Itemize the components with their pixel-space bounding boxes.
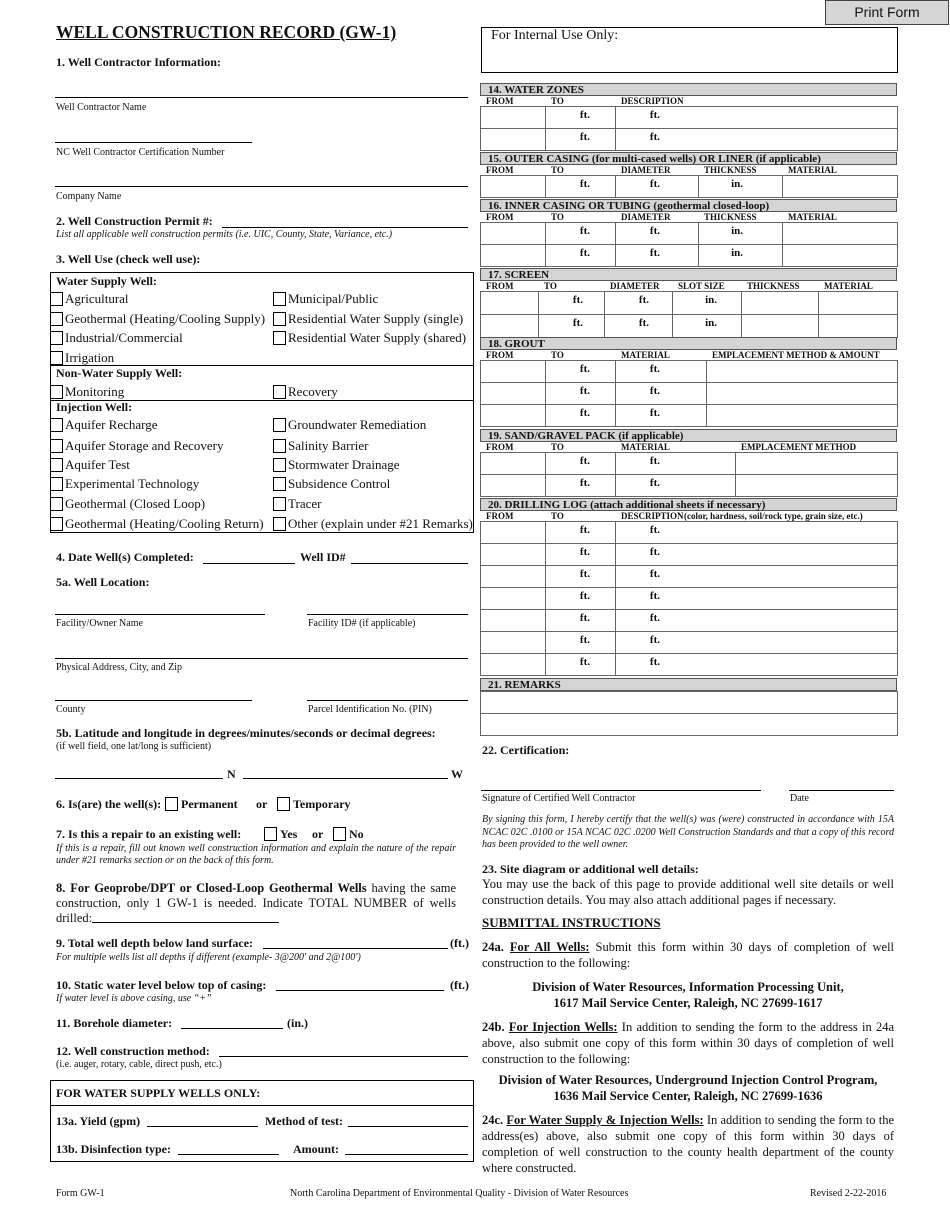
total-depth-label: 9. Total well depth below land surface:	[56, 936, 254, 950]
grout-col-0: FROM	[486, 350, 514, 360]
submittal-24a: 24a. For All Wells: Submit this form within 30 days of completion of well construction to the following:	[482, 940, 895, 970]
outer-casing-cell[interactable]	[615, 175, 699, 198]
aquifer-recharge-label: Aquifer Recharge	[65, 417, 158, 432]
drilling-log-cell[interactable]	[545, 565, 616, 588]
outer-casing-col-4: MATERIAL	[788, 165, 837, 175]
outer-casing-col-1: TO	[551, 165, 564, 175]
borehole-label: 11. Borehole diameter:	[56, 1016, 173, 1030]
water-zones-cell[interactable]	[545, 106, 616, 129]
static-level-note: If water level is above casing, use “+”	[56, 993, 212, 1004]
total-depth-field[interactable]	[263, 948, 448, 949]
screen-cell[interactable]	[604, 291, 673, 315]
screen-cell[interactable]	[672, 314, 742, 338]
inner-casing-cell[interactable]	[782, 222, 898, 245]
drilling-log-cell[interactable]	[480, 653, 546, 676]
geothermal-closed-loop-label: Geothermal (Closed Loop)	[65, 496, 206, 511]
grout-cell[interactable]	[480, 404, 546, 427]
sand-gravel-unit: ft.	[579, 455, 590, 467]
inner-casing-col-1: TO	[551, 212, 564, 222]
sand-gravel-cell[interactable]	[545, 474, 616, 497]
internal-use-box[interactable]	[481, 27, 898, 73]
tracer-label: Tracer	[288, 496, 322, 511]
agricultural-checkbox[interactable]	[50, 292, 63, 306]
inner-casing-unit: in.	[731, 225, 743, 237]
water-zones-col-2: DESCRIPTION	[621, 96, 684, 106]
water-supply-only-title: FOR WATER SUPPLY WELLS ONLY:	[56, 1086, 261, 1100]
grout-cell[interactable]	[706, 382, 898, 405]
outer-casing-unit: ft.	[579, 178, 590, 190]
screen-col-5: MATERIAL	[824, 281, 873, 291]
water-zones-cell[interactable]	[545, 128, 616, 151]
signature-field[interactable]	[481, 790, 761, 791]
outer-casing-cell[interactable]	[698, 175, 783, 198]
sand-gravel-col-3: EMPLACEMENT METHOD	[741, 442, 857, 452]
date-completed-label: 4. Date Well(s) Completed:	[56, 550, 194, 564]
repair-label: 7. Is this a repair to an existing well:	[56, 827, 242, 841]
screen-unit: in.	[705, 317, 717, 329]
sand-gravel-header: 19. SAND/GRAVEL PACK (if applicable)	[480, 429, 897, 442]
municipal-public-label: Municipal/Public	[288, 291, 379, 306]
drilling-log-unit: ft.	[649, 524, 660, 536]
other-explain-under-21-remarks-label: Other (explain under #21 Remarks)	[288, 516, 473, 531]
lat-long-heading: 5b. Latitude and longitude in degrees/minutes/seconds or decimal degrees:	[56, 726, 436, 740]
date-label: Date	[790, 793, 809, 804]
outer-casing-cell[interactable]	[545, 175, 616, 198]
outer-casing-cell[interactable]	[480, 175, 546, 198]
grout-cell[interactable]	[545, 360, 616, 383]
facility-name-label: Facility/Owner Name	[56, 618, 143, 629]
water-zones-header: 14. WATER ZONES	[480, 83, 897, 96]
sand-gravel-unit: ft.	[649, 455, 660, 467]
print-form-button[interactable]: Print Form	[825, 0, 949, 25]
facility-name-field[interactable]	[55, 614, 265, 615]
disinfection-label: 13b. Disinfection type:	[56, 1142, 171, 1156]
footer-revised: Revised 2-22-2016	[810, 1188, 887, 1199]
company-name-field[interactable]	[55, 186, 468, 187]
outer-casing-unit: in.	[731, 178, 743, 190]
salinity-barrier-label: Salinity Barrier	[288, 438, 369, 453]
outer-casing-col-3: THICKNESS	[704, 165, 757, 175]
sand-gravel-unit: ft.	[579, 477, 590, 489]
remarks-header: 21. REMARKS	[480, 678, 897, 691]
drilling-log-cell[interactable]	[615, 631, 898, 654]
screen-col-4: THICKNESS	[747, 281, 800, 291]
experimental-technology-label: Experimental Technology	[65, 476, 200, 491]
grout-cell[interactable]	[480, 382, 546, 405]
drilling-log-cell[interactable]	[480, 587, 546, 610]
geothermal-heating-cooling-return-label: Geothermal (Heating/Cooling Return)	[65, 516, 264, 531]
tracer-checkbox[interactable]	[273, 497, 286, 511]
remarks-line-1[interactable]	[480, 691, 898, 714]
well-location-heading: 5a. Well Location:	[56, 575, 150, 589]
temporary-label: Temporary	[293, 797, 351, 811]
facility-id-field[interactable]	[307, 614, 468, 615]
yield-field[interactable]	[147, 1126, 258, 1127]
repair-no-checkbox[interactable]	[333, 827, 346, 841]
screen-unit: ft.	[572, 317, 583, 329]
total-depth-unit: (ft.)	[450, 936, 469, 950]
well-id-label: Well ID#	[300, 550, 346, 564]
grout-unit: ft.	[579, 363, 590, 375]
static-level-label: 10. Static water level below top of casing:	[56, 978, 267, 992]
remarks-line-2[interactable]	[480, 713, 898, 736]
screen-cell[interactable]	[818, 291, 898, 315]
total-wells-field[interactable]	[92, 922, 279, 923]
injection-title: Injection Well:	[56, 400, 133, 414]
cert-number-field[interactable]	[55, 142, 252, 143]
sand-gravel-unit: ft.	[649, 477, 660, 489]
drilling-log-unit: ft.	[579, 634, 590, 646]
inner-casing-unit: ft.	[649, 225, 660, 237]
borehole-field[interactable]	[181, 1028, 283, 1029]
grout-cell[interactable]	[615, 382, 707, 405]
outer-casing-cell[interactable]	[782, 175, 898, 198]
water-zones-cell[interactable]	[480, 106, 546, 129]
inner-casing-cell[interactable]	[545, 222, 616, 245]
drilling-log-unit: ft.	[579, 656, 590, 668]
drilling-log-cell[interactable]	[615, 521, 898, 544]
screen-unit: ft.	[638, 294, 649, 306]
county-field[interactable]	[55, 700, 252, 701]
industrial-commercial-label: Industrial/Commercial	[65, 330, 183, 345]
inner-casing-col-0: FROM	[486, 212, 514, 222]
pin-label: Parcel Identification No. (PIN)	[308, 704, 432, 715]
grout-unit: ft.	[649, 407, 660, 419]
screen-header: 17. SCREEN	[480, 268, 897, 281]
signature-label: Signature of Certified Well Contractor	[482, 793, 636, 804]
date-field[interactable]	[789, 790, 894, 791]
repair-or-label: or	[312, 827, 324, 841]
certification-text: By signing this form, I hereby certify that the well(s) was (were) constructed in accordance with 15A NCAC 02C .0100 or 15A NCAC 02C .0200 Well Construction Standards and that a copy of this record has been provided to the well owner.	[482, 814, 894, 850]
sand-gravel-col-0: FROM	[486, 442, 514, 452]
drilling-log-col-2: DESCRIPTION	[621, 511, 684, 521]
screen-cell[interactable]	[604, 314, 673, 338]
method-note: (i.e. auger, rotary, cable, direct push, etc.)	[56, 1059, 222, 1070]
drilling-log-unit: ft.	[649, 590, 660, 602]
experimental-technology-checkbox[interactable]	[50, 477, 63, 491]
inner-casing-cell[interactable]	[698, 222, 783, 245]
drilling-log-unit: ft.	[649, 634, 660, 646]
water-zones-unit: ft.	[649, 131, 660, 143]
outer-casing-col-0: FROM	[486, 165, 514, 175]
permanent-label: Permanent	[181, 797, 238, 811]
sand-gravel-col-2: MATERIAL	[621, 442, 670, 452]
stormwater-drainage-checkbox[interactable]	[273, 458, 286, 472]
outer-casing-header: 15. OUTER CASING (for multi-cased wells) OR LINER (if applicable)	[480, 152, 897, 165]
sand-gravel-cell[interactable]	[735, 452, 898, 475]
well-use-heading: 3. Well Use (check well use):	[56, 252, 201, 266]
drilling-log-unit: ft.	[649, 612, 660, 624]
repair-note: If this is a repair, fill out known well construction information and explain the nature of the repair under #21 remarks section or on the back of this form.	[56, 843, 456, 866]
drilling-log-cell[interactable]	[545, 609, 616, 632]
screen-col-1: TO	[544, 281, 557, 291]
inner-casing-cell[interactable]	[545, 244, 616, 267]
water-zones-cell[interactable]	[615, 106, 898, 129]
water-zones-unit: ft.	[579, 131, 590, 143]
county-label: County	[56, 704, 86, 715]
industrial-commercial-checkbox[interactable]	[50, 331, 63, 345]
grout-cell[interactable]	[545, 404, 616, 427]
sand-gravel-cell[interactable]	[480, 452, 546, 475]
grout-unit: ft.	[579, 385, 590, 397]
screen-cell[interactable]	[741, 291, 819, 315]
water-supply-title: Water Supply Well:	[56, 274, 157, 288]
drilling-log-cell[interactable]	[545, 653, 616, 676]
section-1-heading: 1. Well Contractor Information:	[56, 55, 221, 69]
screen-col-3: SLOT SIZE	[678, 281, 725, 291]
grout-col-2: MATERIAL	[621, 350, 670, 360]
drilling-log-cell[interactable]	[545, 543, 616, 566]
cert-number-label: NC Well Contractor Certification Number	[56, 147, 225, 158]
aquifer-test-checkbox[interactable]	[50, 458, 63, 472]
sand-gravel-cell[interactable]	[615, 452, 736, 475]
permit-note: List all applicable well construction permits (i.e. UIC, County, State, Variance, etc.)	[56, 229, 393, 240]
sand-gravel-col-1: TO	[551, 442, 564, 452]
subsidence-control-label: Subsidence Control	[288, 476, 391, 491]
screen-cell[interactable]	[672, 291, 742, 315]
water-zones-col-0: FROM	[486, 96, 514, 106]
footer-form: Form GW-1	[56, 1188, 105, 1199]
grout-cell[interactable]	[480, 360, 546, 383]
drilling-log-unit: ft.	[579, 590, 590, 602]
screen-unit: ft.	[638, 317, 649, 329]
irrigation-label: Irrigation	[65, 350, 115, 365]
subsidence-control-checkbox[interactable]	[273, 477, 286, 491]
water-zones-cell[interactable]	[615, 128, 898, 151]
drilling-log-unit: ft.	[579, 524, 590, 536]
aquifer-recharge-checkbox[interactable]	[50, 418, 63, 432]
drilling-log-cell[interactable]	[615, 587, 898, 610]
drilling-log-cell[interactable]	[480, 609, 546, 632]
geothermal-closed-loop-checkbox[interactable]	[50, 497, 63, 511]
method-field[interactable]	[219, 1056, 468, 1057]
permit-field[interactable]	[222, 227, 468, 228]
sand-gravel-cell[interactable]	[615, 474, 736, 497]
agricultural-label: Agricultural	[65, 291, 129, 306]
recovery-checkbox[interactable]	[273, 385, 286, 399]
drilling-log-unit: ft.	[579, 612, 590, 624]
site-diagram-text: You may use the back of this page to provide additional well site details or well construction details. You may also attach additional pages if necessary.	[482, 877, 894, 907]
inner-casing-cell[interactable]	[615, 222, 699, 245]
screen-col-0: FROM	[486, 281, 514, 291]
residential-water-supply-shared-label: Residential Water Supply (shared)	[288, 330, 467, 345]
grout-cell[interactable]	[615, 404, 707, 427]
company-name-label: Company Name	[56, 191, 122, 202]
water-zones-col-1: TO	[551, 96, 564, 106]
drilling-log-unit: ft.	[579, 546, 590, 558]
drilling-log-unit: ft.	[579, 568, 590, 580]
address-24a: Division of Water Resources, Information Processing Unit, 1617 Mail Service Center, Raleigh, NC 27699-1617	[532, 980, 844, 1010]
drilling-log-unit: ft.	[649, 568, 660, 580]
drilling-log-cell[interactable]	[615, 609, 898, 632]
drilling-log-desc-note: (color, hardness, soil/rock type, grain size, etc.)	[684, 511, 863, 521]
screen-cell[interactable]	[741, 314, 819, 338]
temporary-checkbox[interactable]	[277, 797, 290, 811]
grout-header: 18. GROUT	[480, 337, 897, 350]
geothermal-heating-cooling-supply-label: Geothermal (Heating/Cooling Supply)	[65, 311, 266, 326]
inner-casing-col-2: DIAMETER	[621, 212, 671, 222]
geoprobe-text: 8. For Geoprobe/DPT or Closed-Loop Geothermal Wells having the same construction, only 1 GW-1 is needed. Indicate TOTAL NUMBER of wells drilled:	[56, 881, 457, 925]
footer-agency: North Carolina Department of Environmental Quality - Division of Water Resources	[290, 1188, 629, 1199]
inner-casing-unit: in.	[731, 247, 743, 259]
west-label: W	[451, 767, 463, 781]
sand-gravel-cell[interactable]	[735, 474, 898, 497]
water-zones-unit: ft.	[579, 109, 590, 121]
inner-casing-col-3: THICKNESS	[704, 212, 757, 222]
recovery-label: Recovery	[288, 384, 338, 399]
permit-label: 2. Well Construction Permit #:	[56, 214, 213, 228]
outer-casing-col-2: DIAMETER	[621, 165, 671, 175]
drilling-log-cell[interactable]	[615, 543, 898, 566]
repair-no-label: No	[349, 827, 364, 841]
grout-cell[interactable]	[706, 404, 898, 427]
north-label: N	[227, 767, 236, 781]
contractor-name-field[interactable]	[55, 97, 468, 98]
grout-unit: ft.	[579, 407, 590, 419]
monitoring-checkbox[interactable]	[50, 385, 63, 399]
screen-cell[interactable]	[818, 314, 898, 338]
drilling-log-unit: ft.	[649, 546, 660, 558]
submittal-heading: SUBMITTAL INSTRUCTIONS	[482, 915, 661, 930]
yield-label: 13a. Yield (gpm)	[56, 1114, 141, 1128]
lat-long-note: (if well field, one lat/long is sufficient)	[56, 741, 212, 752]
form-title: WELL CONSTRUCTION RECORD (GW-1)	[56, 22, 397, 42]
certification-heading: 22. Certification:	[482, 743, 570, 757]
pin-field[interactable]	[307, 700, 468, 701]
grout-cell[interactable]	[706, 360, 898, 383]
inner-casing-cell[interactable]	[480, 222, 546, 245]
static-level-field[interactable]	[276, 990, 444, 991]
borehole-unit: (in.)	[287, 1016, 308, 1030]
drilling-log-cell[interactable]	[480, 631, 546, 654]
drilling-log-cell[interactable]	[480, 543, 546, 566]
inner-casing-col-4: MATERIAL	[788, 212, 837, 222]
submittal-24c: 24c. For Water Supply & Injection Wells: In addition to sending the form to the address(es) above, also submit one copy of this form within 30 days of completion of well construction to the county health department of the county where constructed.	[482, 1113, 894, 1175]
inner-casing-cell[interactable]	[480, 244, 546, 267]
latitude-field[interactable]	[55, 778, 223, 779]
drilling-log-cell[interactable]	[545, 631, 616, 654]
municipal-public-checkbox[interactable]	[273, 292, 286, 306]
stormwater-drainage-label: Stormwater Drainage	[288, 457, 400, 472]
inner-casing-unit: ft.	[649, 247, 660, 259]
or-label: or	[256, 797, 268, 811]
geoprobe-body: having the same construction, only 1 GW-1 is needed. Indicate TOTAL NUMBER of wells drilled:	[56, 881, 457, 925]
drilling-log-col-1: TO	[551, 511, 564, 521]
total-depth-note: For multiple wells list all depths if different (example- 3@200' and 2@100')	[56, 952, 361, 963]
site-diagram-heading: 23. Site diagram or additional well details:	[482, 862, 699, 876]
grout-cell[interactable]	[545, 382, 616, 405]
facility-id-label: Facility ID# (if applicable)	[308, 618, 416, 629]
test-method-field[interactable]	[348, 1126, 468, 1127]
groundwater-remediation-checkbox[interactable]	[273, 418, 286, 432]
residential-water-supply-single-label: Residential Water Supply (single)	[288, 311, 464, 326]
aquifer-test-label: Aquifer Test	[65, 457, 130, 472]
well-type-label: 6. Is(are) the well(s):	[56, 797, 162, 811]
internal-use-label: For Internal Use Only:	[491, 28, 619, 43]
drilling-log-cell[interactable]	[480, 521, 546, 544]
amount-label: Amount:	[293, 1142, 340, 1156]
repair-yes-checkbox[interactable]	[264, 827, 277, 841]
grout-unit: ft.	[649, 363, 660, 375]
water-zones-unit: ft.	[649, 109, 660, 121]
residential-water-supply-single-checkbox[interactable]	[273, 312, 286, 326]
screen-unit: ft.	[572, 294, 583, 306]
drilling-log-cell[interactable]	[545, 587, 616, 610]
salinity-barrier-checkbox[interactable]	[273, 439, 286, 453]
drilling-log-cell[interactable]	[615, 653, 898, 676]
screen-cell[interactable]	[480, 291, 539, 315]
groundwater-remediation-label: Groundwater Remediation	[288, 417, 427, 432]
static-level-unit: (ft.)	[450, 978, 469, 992]
disinfection-field[interactable]	[178, 1154, 279, 1155]
non-water-title: Non-Water Supply Well:	[56, 366, 183, 380]
geoprobe-label: For Geoprobe/DPT or Closed-Loop Geothermal Wells	[70, 881, 367, 895]
geothermal-heating-cooling-supply-checkbox[interactable]	[50, 312, 63, 326]
longitude-field[interactable]	[243, 778, 448, 779]
inner-casing-unit: ft.	[579, 225, 590, 237]
other-explain-under-21-remarks-checkbox[interactable]	[273, 517, 286, 531]
drilling-log-header: 20. DRILLING LOG (attach additional sheets if necessary)	[480, 498, 897, 511]
outer-casing-unit: ft.	[649, 178, 660, 190]
drilling-log-cell[interactable]	[615, 565, 898, 588]
drilling-log-cell[interactable]	[480, 565, 546, 588]
method-label: 12. Well construction method:	[56, 1044, 210, 1058]
irrigation-checkbox[interactable]	[50, 351, 63, 365]
address-field[interactable]	[55, 658, 468, 659]
screen-unit: in.	[705, 294, 717, 306]
sand-gravel-cell[interactable]	[480, 474, 546, 497]
screen-col-2: DIAMETER	[610, 281, 660, 291]
drilling-log-unit: ft.	[649, 656, 660, 668]
test-method-label: Method of test:	[265, 1114, 343, 1128]
submittal-24b: 24b. For Injection Wells: In addition to sending the form to the address in 24a above, also submit one copy of this form within 30 days of completion of well construction to the following:	[482, 1020, 895, 1066]
aquifer-storage-and-recovery-checkbox[interactable]	[50, 439, 63, 453]
grout-cell[interactable]	[615, 360, 707, 383]
inner-casing-cell[interactable]	[698, 244, 783, 267]
drilling-log-col-0: FROM	[486, 511, 514, 521]
screen-cell[interactable]	[538, 291, 605, 315]
screen-cell[interactable]	[538, 314, 605, 338]
permanent-checkbox[interactable]	[165, 797, 178, 811]
grout-col-1: TO	[551, 350, 564, 360]
inner-casing-header: 16. INNER CASING OR TUBING (geothermal closed-loop)	[480, 199, 897, 212]
repair-yes-label: Yes	[280, 827, 298, 841]
residential-water-supply-shared-checkbox[interactable]	[273, 331, 286, 345]
date-completed-field[interactable]	[203, 563, 295, 564]
water-zones-cell[interactable]	[480, 128, 546, 151]
aquifer-storage-and-recovery-label: Aquifer Storage and Recovery	[65, 438, 224, 453]
grout-unit: ft.	[649, 385, 660, 397]
inner-casing-cell[interactable]	[615, 244, 699, 267]
inner-casing-unit: ft.	[579, 247, 590, 259]
address-24b: Division of Water Resources, Underground Injection Control Program, 1636 Mail Service Center, Raleigh, NC 27699-1636	[498, 1073, 878, 1103]
grout-col-3: EMPLACEMENT METHOD & AMOUNT	[712, 350, 880, 360]
screen-cell[interactable]	[480, 314, 539, 338]
sand-gravel-cell[interactable]	[545, 452, 616, 475]
amount-field[interactable]	[345, 1154, 468, 1155]
address-label: Physical Address, City, and Zip	[56, 662, 183, 673]
geothermal-heating-cooling-return-checkbox[interactable]	[50, 517, 63, 531]
contractor-name-label: Well Contractor Name	[56, 102, 147, 113]
geoprobe-num: 8	[56, 881, 63, 895]
inner-casing-cell[interactable]	[782, 244, 898, 267]
drilling-log-cell[interactable]	[545, 521, 616, 544]
monitoring-label: Monitoring	[65, 384, 125, 399]
well-id-field[interactable]	[351, 563, 468, 564]
